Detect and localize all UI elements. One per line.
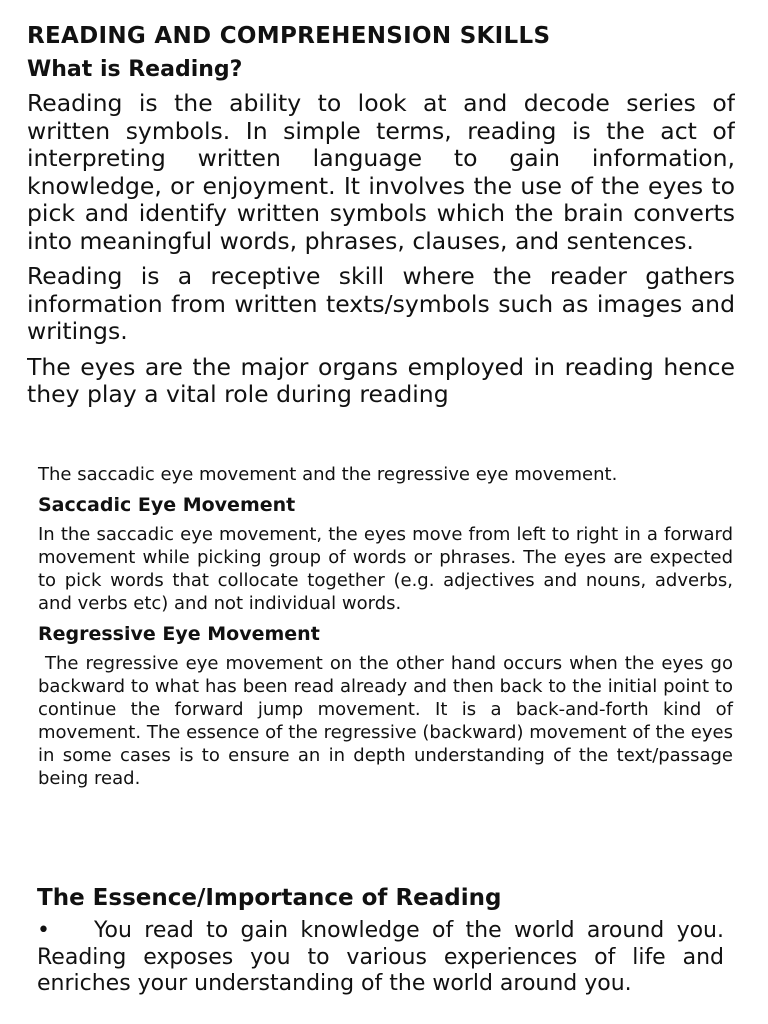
eye-movement-section xyxy=(38,463,733,790)
list-item xyxy=(37,918,724,998)
saccadic-paragraph: In the saccadic eye movement, the eyes move from left to right in a forward movement while picking group of words or phrases. The eyes are expected to pick words that collocate together (e.g. adjectives and nouns, adverbs, and verbs etc) and not individual words. xyxy=(38,524,733,614)
page-title: READING AND COMPREHENSION SKILLS xyxy=(27,23,551,49)
reading-definition-section xyxy=(27,20,735,432)
regressive-text: The regressive eye movement on the other hand occurs when the eyes go backward to what has been read already and then back to the initial point to continue the forward jump movement. It is a back-and-forth kind of movement. The essence of the regressive (backward) movement of the eyes in some cases is to ensure an in depth understanding of the text/passage being read. xyxy=(38,653,733,789)
eyes-organs-paragraph: The eyes are the major organs employed in reading hence they play a vital role during reading xyxy=(27,352,735,408)
saccadic-heading: Saccadic Eye Movement xyxy=(38,494,296,516)
bullet-icon: • xyxy=(37,918,50,943)
importance-section xyxy=(37,882,724,998)
bullet-text: You read to gain knowledge of the world around you. Reading exposes you to various experiences of life and enriches your understanding of the world around you. xyxy=(37,918,724,996)
importance-heading: The Essence/Importance of Reading xyxy=(37,885,502,911)
what-is-reading-heading: What is Reading? xyxy=(27,57,243,82)
receptive-skill-paragraph: Reading is a receptive skill where the reader gathers information from written texts/symbols such as images and writings. xyxy=(27,262,735,345)
eye-movement-intro: The saccadic eye movement and the regressive eye movement. xyxy=(38,464,618,485)
regressive-heading: Regressive Eye Movement xyxy=(38,623,320,645)
regressive-paragraph xyxy=(38,652,733,790)
reading-definition-paragraph: Reading is the ability to look at and decode series of written symbols. In simple terms, reading is the act of interpreting written language to gain information, knowledge, or enjoyment. It involves the use of the eyes to pick and identify written symbols which the brain converts into meaningful words, phrases, clauses, and sentences. xyxy=(27,89,735,255)
